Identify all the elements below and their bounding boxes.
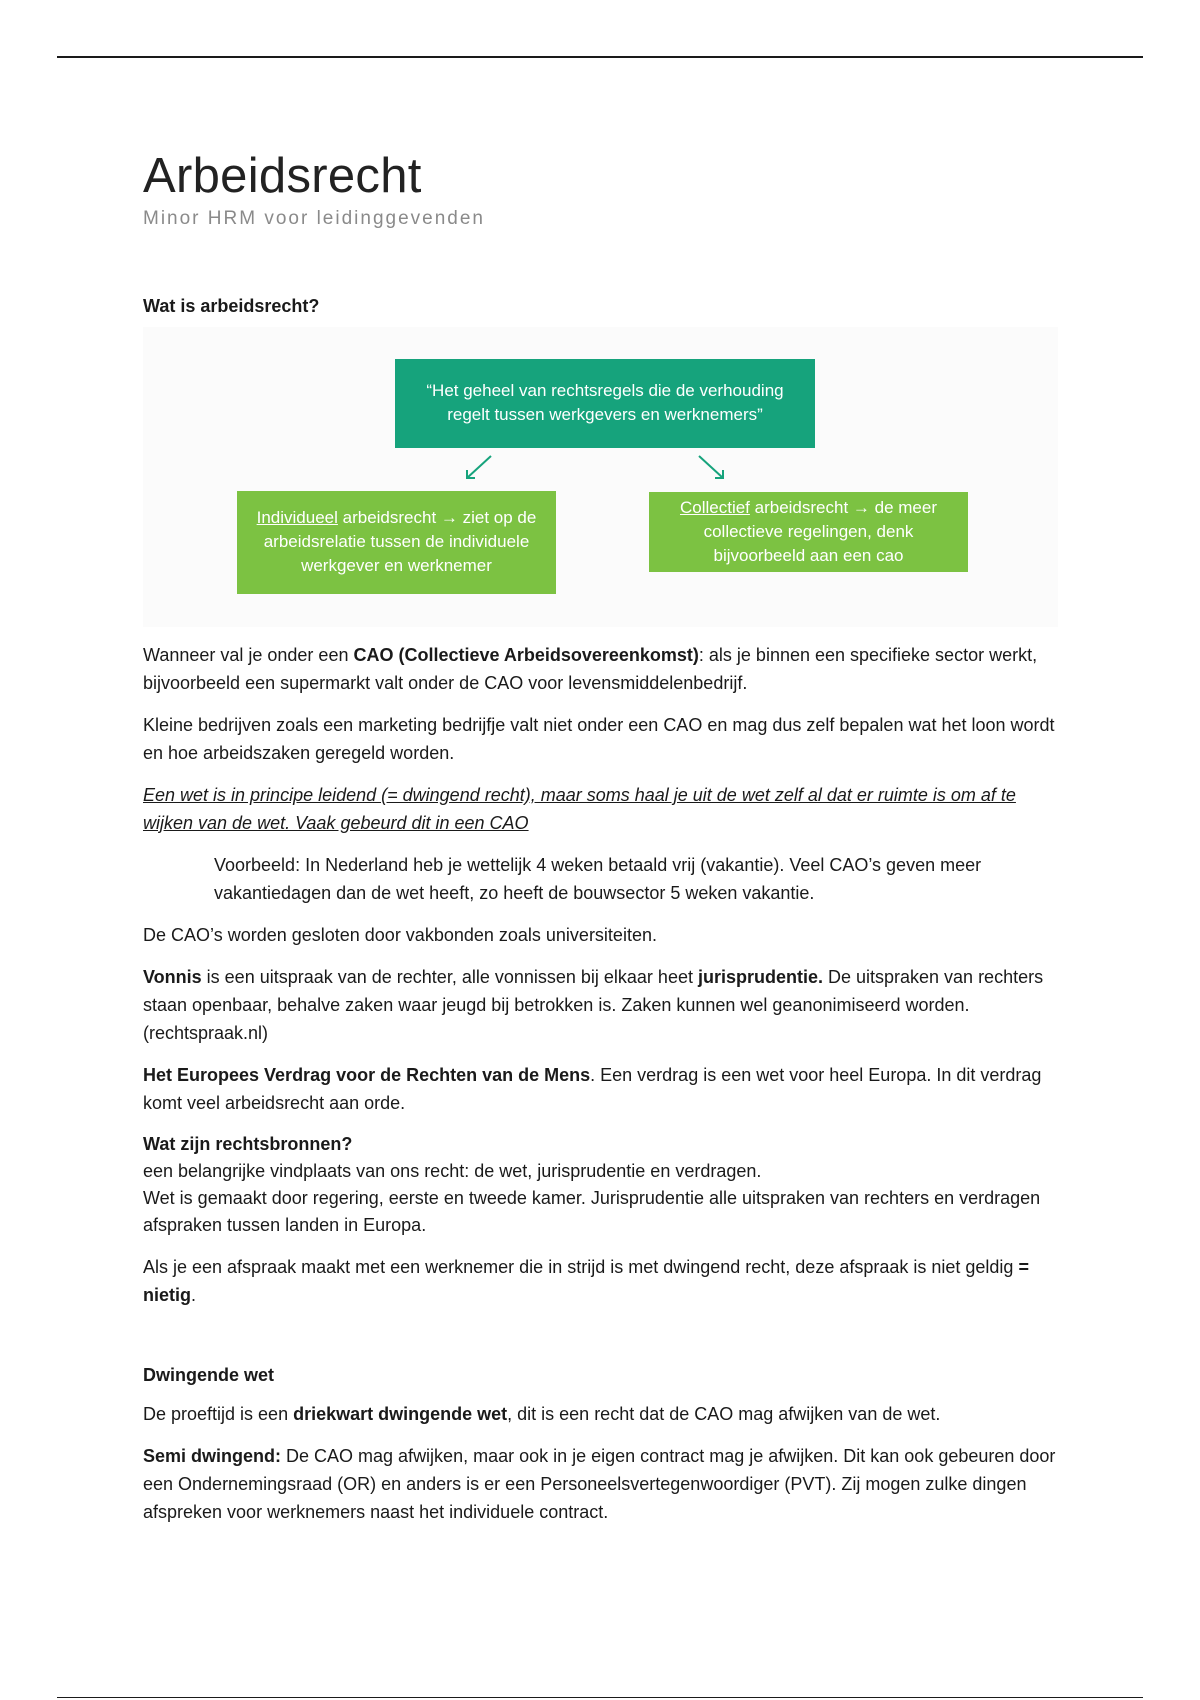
paragraph-proeftijd: De proeftijd is een driekwart dwingende wet, dit is een recht dat de CAO mag afwijken van de wet. (143, 1403, 941, 1424)
definition-diagram (143, 327, 1058, 627)
paragraph-vonnis: Vonnis is een uitspraak van de rechter, alle vonnissen bij elkaar heet jurisprudentie. De uitspraken van rechters staan openbaar, behalve zaken waar jeugd bij betrokken is. Zaken kunnen wel geanonimiseerd worden. (rechtspraak.nl) (143, 966, 1044, 1043)
diagram-collective-box (649, 492, 968, 572)
paragraph-nietig: Als je een afspraak maakt met een werknemer die in strijd is met dwingend recht, deze afspraak is niet geldig = nietig. (143, 1256, 1029, 1305)
arrow-left-icon (461, 453, 495, 483)
page-title: Arbeidsrecht (143, 149, 422, 203)
individual-text: arbeidsrecht → ziet op de arbeidsrelatie tussen de individuele werkgever en werknemer (263, 508, 537, 576)
evrm-term: Het Europees Verdrag voor de Rechten van de Mens (143, 1064, 591, 1085)
paragraph-law-leading: Een wet is in principe leidend (= dwingend recht), maar soms haal je uit de wet zelf al dat er ruimte is om af te wijken van de wet. Vaak gebeurd dit in een CAO (143, 784, 1016, 833)
bottom-rule (57, 1697, 1143, 1698)
paragraph-evrm: Het Europees Verdrag voor de Rechten van de Mens. Een verdrag is een wet voor heel Europa. In dit verdrag komt veel arbeidsrecht aan orde. (143, 1064, 1042, 1113)
vonnis-term: Vonnis (143, 966, 202, 987)
arrow-right-icon (695, 453, 729, 483)
rechtsbronnen-line2: Wet is gemaakt door regering, eerste en tweede kamer. Jurisprudentie alle uitspraken van rechters en verdragen afspraken tussen landen in Europa. (143, 1187, 1041, 1235)
semi-dwingend-term: Semi dwingend: (143, 1445, 282, 1466)
page-subtitle: Minor HRM voor leidinggevenden (143, 207, 485, 229)
diagram-main-text: “Het geheel van rechtsregels die de verhouding regelt tussen werkgevers en werknemers” (426, 381, 784, 425)
section-heading-dwingende-wet: Dwingende wet (143, 1364, 275, 1385)
paragraph-unions: De CAO’s worden gesloten door vakbonden zoals universiteiten. (143, 924, 657, 945)
paragraph-small-companies: Kleine bedrijven zoals een marketing bedrijfje valt niet onder een CAO en mag dus zelf bepalen wat het loon wordt en hoe arbeidszaken geregeld worden. (143, 714, 1055, 763)
paragraph-cao: Wanneer val je onder een CAO (Collectieve Arbeidsovereenkomst): als je binnen een specifieke sector werkt, bijvoorbeeld een supermarkt valt onder de CAO voor levensmiddelenbedrijf. (143, 644, 1038, 693)
rechtsbronnen-line1: een belangrijke vindplaats van ons recht: de wet, jurisprudentie en verdragen. (143, 1160, 762, 1181)
collective-term: Collectief (679, 497, 750, 517)
driekwart-term: driekwart dwingende wet (293, 1403, 508, 1424)
document-body (143, 150, 1058, 1540)
paragraph-semi-dwingend: Semi dwingend: De CAO mag afwijken, maar ook in je eigen contract mag je afwijken. Dit kan ook gebeuren door een Ondernemingsraad (OR) en anders is er een Personeelsvertegenwoordiger (PVT). Zij mogen zulke dingen afspreken voor werknemers naast het individuele contract. (143, 1445, 1056, 1522)
cao-term: CAO (Collectieve Arbeidsovereenkomst) (353, 644, 699, 665)
top-rule (57, 56, 1143, 58)
paragraph-example: Voorbeeld: In Nederland heb je wettelijk 4 weken betaald vrij (vakantie). Veel CAO’s geven meer vakantiedagen dan de wet heeft, zo heeft de bouwsector 5 weken vakantie. (214, 854, 982, 903)
diagram-individual-box (237, 491, 556, 594)
collective-text: arbeidsrecht → de meer collectieve regelingen, denk bijvoorbeeld aan een cao (703, 497, 937, 565)
section-heading-wat-is: Wat is arbeidsrecht? (143, 295, 320, 316)
diagram-main-box (395, 359, 815, 448)
rechtsbronnen-heading: Wat zijn rechtsbronnen? (143, 1133, 353, 1154)
nietig-term: = nietig (143, 1256, 1029, 1305)
paragraph-rechtsbronnen (143, 1131, 1058, 1239)
jurisprudentie-term: jurisprudentie. (697, 966, 823, 987)
individual-term: Individueel (256, 508, 338, 528)
